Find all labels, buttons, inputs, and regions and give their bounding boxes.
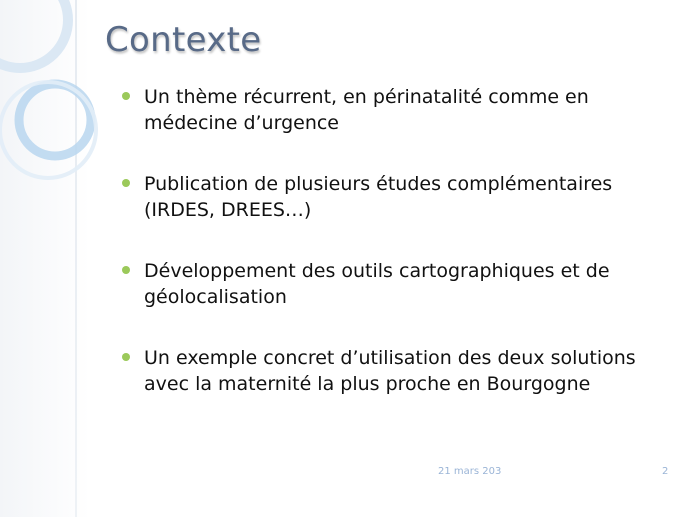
bullet-dot-icon: [122, 353, 130, 361]
decorative-rings: [0, 0, 100, 200]
bullet-text: Publication de plusieurs études complémentaires (IRDES, DREES…): [144, 173, 613, 221]
page-number: 2: [662, 466, 669, 477]
bullet-item: [120, 84, 660, 136]
slide-title: Contexte: [105, 20, 262, 60]
bullet-item: [120, 345, 660, 397]
bullet-text: Un exemple concret d’utilisation des deux solutions avec la maternité la plus proche en Bourgogne: [144, 347, 636, 395]
ring-outer: [0, 82, 96, 178]
bullet-text: Développement des outils cartographiques et de géolocalisation: [144, 260, 610, 308]
bullet-item: [120, 258, 660, 310]
bullet-list: [120, 84, 660, 432]
footer-date: 21 mars 203: [438, 466, 502, 477]
bullet-dot-icon: [122, 92, 130, 100]
bullet-text: Un thème récurrent, en périnatalité comme en médecine d’urgence: [144, 86, 589, 134]
bullet-dot-icon: [122, 266, 130, 274]
bullet-dot-icon: [122, 179, 130, 187]
ring-top: [0, 0, 68, 68]
bullet-item: [120, 171, 660, 223]
